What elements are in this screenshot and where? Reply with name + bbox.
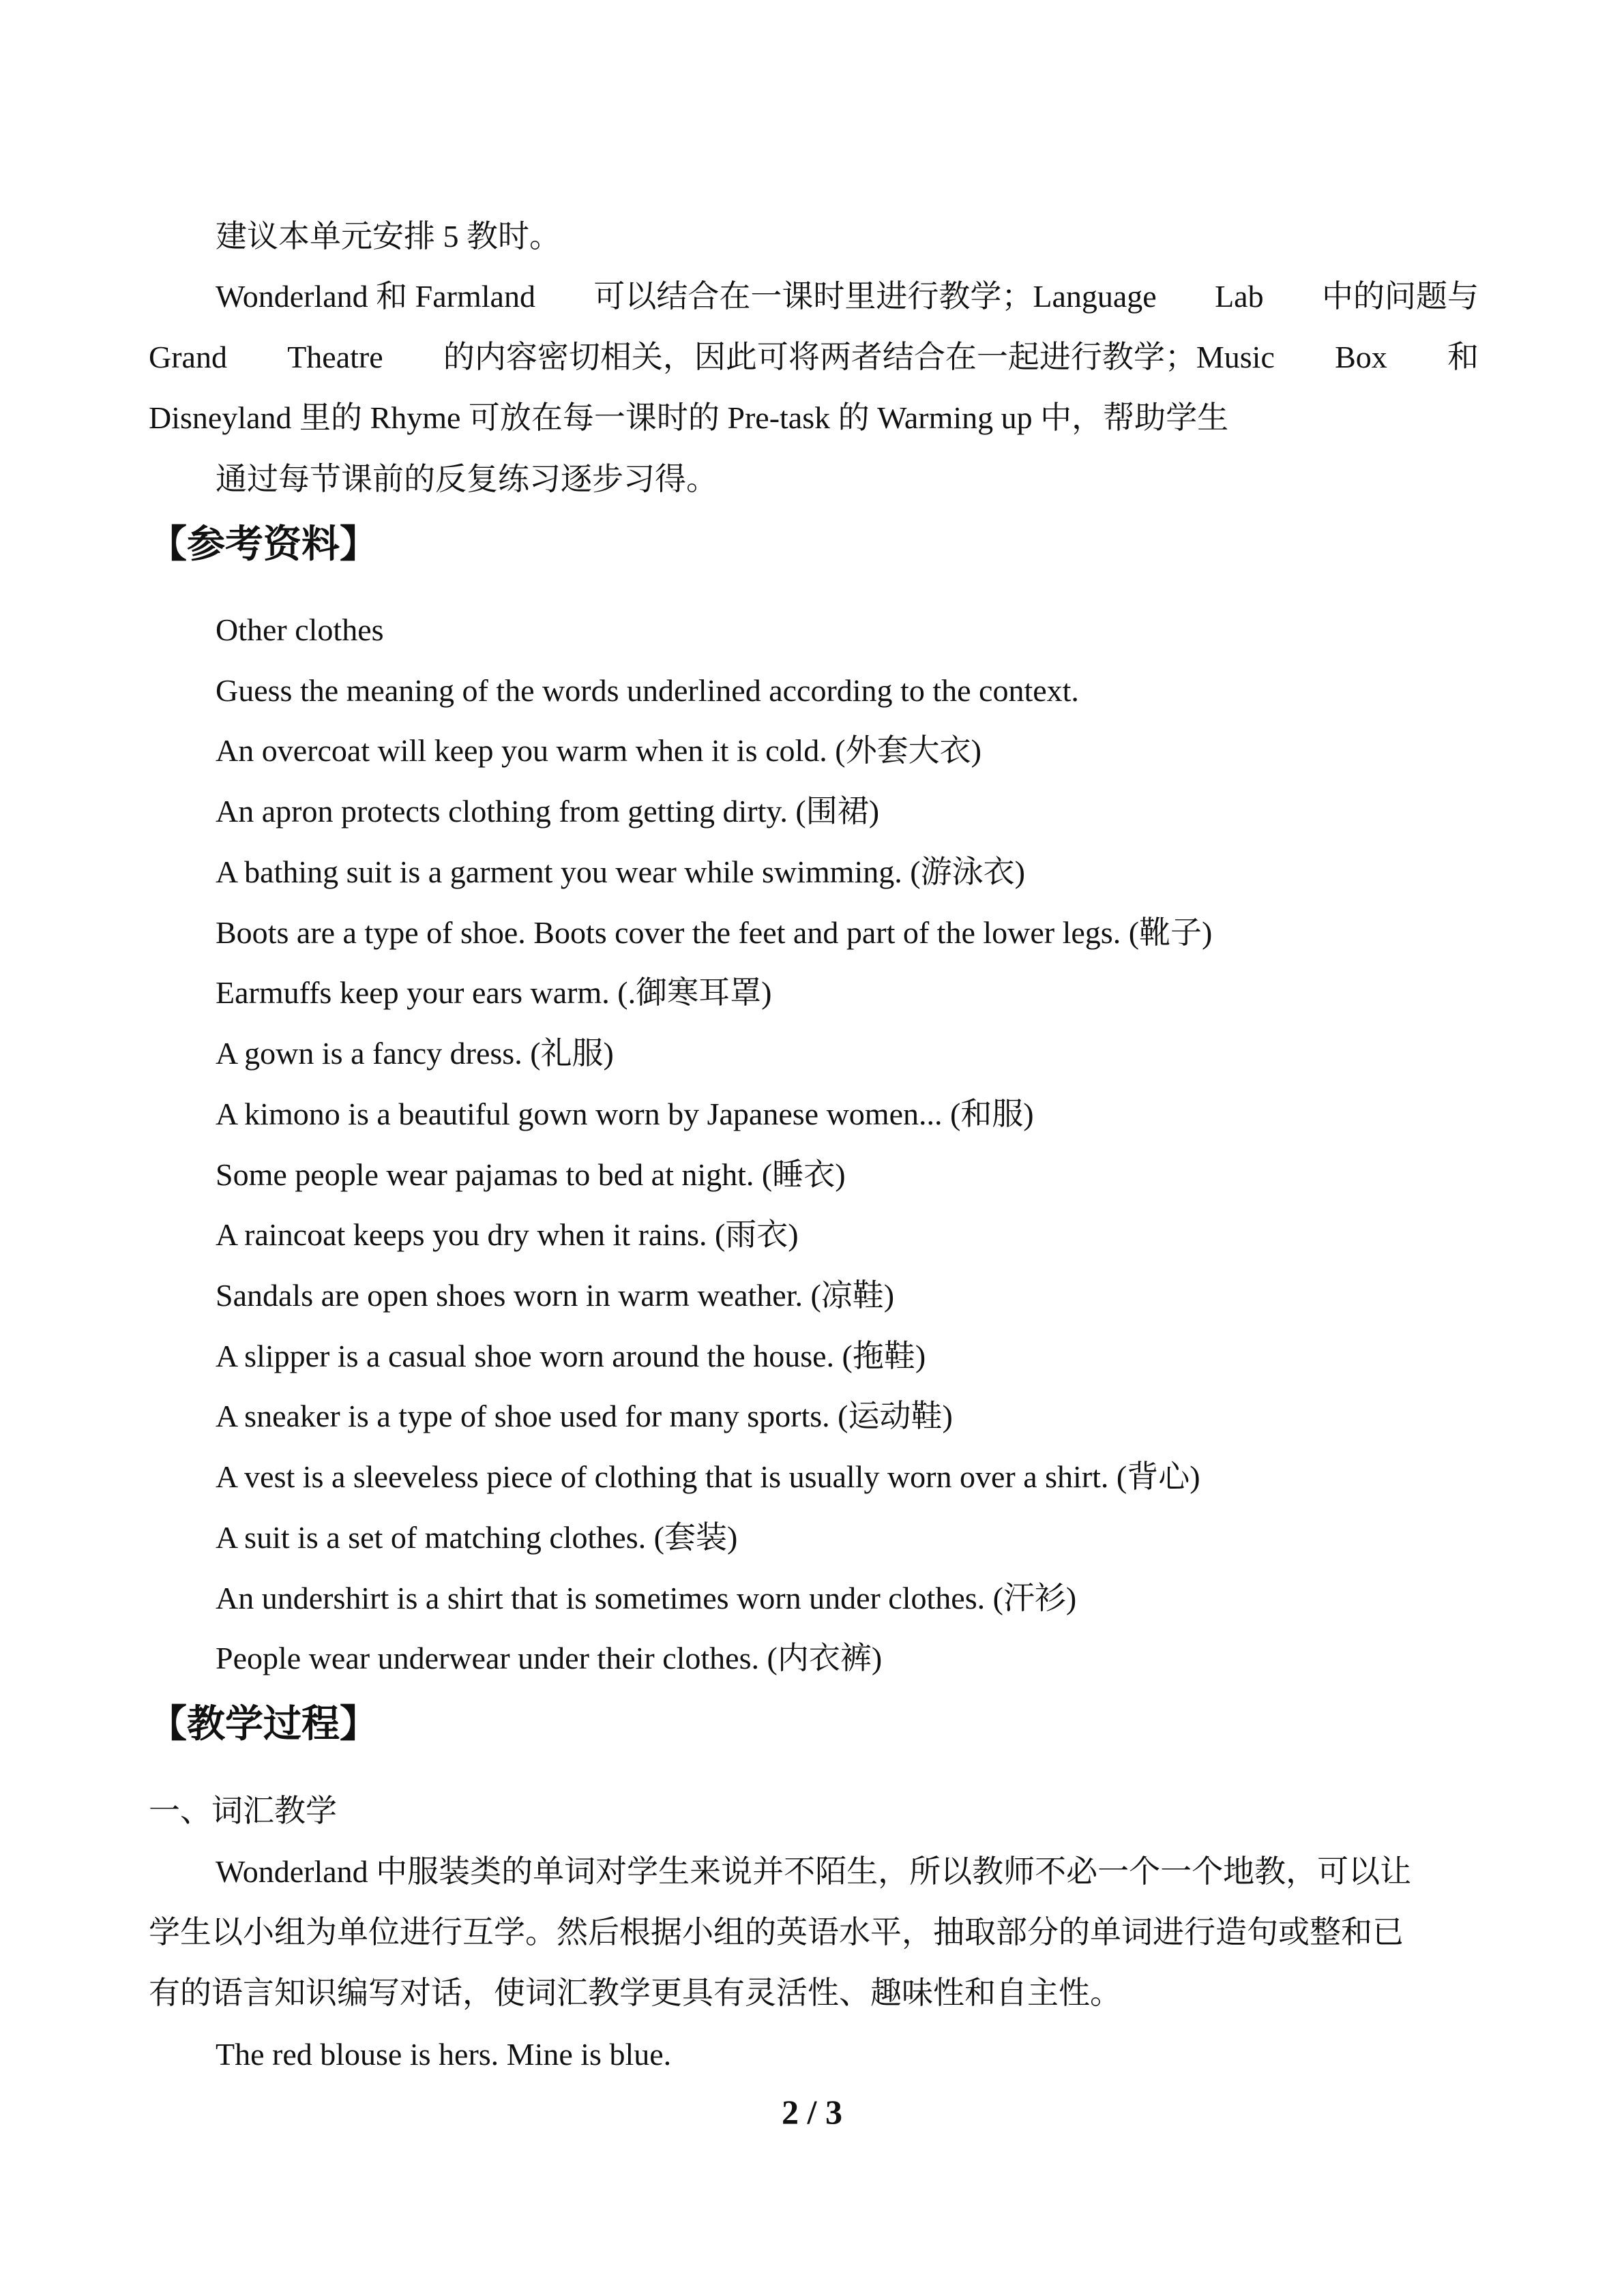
intro-line-3-part-4: Box — [1335, 340, 1387, 374]
process-paragraph-line-2: 学生以小组为单位进行互学。然后根据小组的英语水平，抽取部分的单词进行造句或整和已 — [149, 1915, 1404, 1950]
intro-line-2-part-2: 可以结合在一课时里进行教学；Language — [593, 279, 1157, 314]
reference-heading: 【参考资料】 — [149, 524, 378, 566]
reference-line: Some people wear pajamas to bed at night. (睡衣) — [216, 1157, 846, 1192]
reference-line: A raincoat keeps you dry when it rains. (雨衣) — [216, 1217, 799, 1252]
reference-line: A sneaker is a type of shoe used for many sports. (运动鞋) — [216, 1399, 953, 1433]
intro-line-3-part-5: 和 — [1447, 340, 1479, 374]
vocabulary-subheading: 一、词汇教学 — [149, 1793, 337, 1828]
intro-line-2-part-4: 中的问题与 — [1321, 279, 1479, 314]
reference-line: Sandals are open shoes worn in warm weather. (凉鞋) — [216, 1278, 895, 1313]
process-heading: 【教学过程】 — [149, 1703, 378, 1746]
reference-line: A suit is a set of matching clothes. (套装) — [216, 1520, 738, 1555]
reference-line: Other clothes — [216, 612, 384, 647]
reference-line: An undershirt is a shirt that is sometimes worn under clothes. (汗衫) — [216, 1581, 1077, 1615]
intro-line-5: 通过每节课前的反复练习逐步习得。 — [216, 462, 718, 496]
intro-line-2-part-1: Wonderland 和 Farmland — [216, 279, 535, 314]
reference-line: Earmuffs keep your ears warm. (.御寒耳罩) — [216, 975, 772, 1010]
reference-line: People wear underwear under their clothes. (内衣裤) — [216, 1641, 883, 1675]
reference-line: A bathing suit is a garment you wear while swimming. (游泳衣) — [216, 854, 1025, 889]
intro-line-1: 建议本单元安排 5 教时。 — [216, 219, 561, 254]
reference-line: A vest is a sleeveless piece of clothing that is usually worn over a shirt. (背心) — [216, 1459, 1200, 1494]
reference-line: Boots are a type of shoe. Boots cover the feet and part of the lower legs. (靴子) — [216, 915, 1213, 950]
intro-line-2-part-3: Lab — [1215, 279, 1264, 314]
intro-line-3-part-3: 的内容密切相关，因此可将两者结合在一起进行教学；Music — [443, 340, 1275, 374]
reference-line: An apron protects clothing from getting dirty. (围裙) — [216, 794, 880, 829]
example-sentence: The red blouse is hers. Mine is blue. — [216, 2037, 672, 2072]
reference-line: A slipper is a casual shoe worn around the house. (拖鞋) — [216, 1339, 926, 1373]
intro-line-2 — [216, 276, 1479, 317]
reference-line: An overcoat will keep you warm when it is cold. (外套大衣) — [216, 733, 981, 768]
process-paragraph-line-3: 有的语言知识编写对话，使词汇教学更具有灵活性、趣味性和自主性。 — [149, 1976, 1121, 2010]
intro-line-3 — [149, 337, 1479, 378]
process-paragraph-line-1: Wonderland 中服装类的单词对学生来说并不陌生，所以教师不必一个一个地教，可以让 — [216, 1854, 1412, 1889]
reference-line: A gown is a fancy dress. (礼服) — [216, 1036, 614, 1071]
reference-line: Guess the meaning of the words underlined according to the context. — [216, 673, 1079, 708]
reference-line: A kimono is a beautiful gown worn by Japanese women... (和服) — [216, 1097, 1034, 1131]
page-number: 2 / 3 — [782, 2093, 842, 2131]
intro-line-3-part-1: Grand — [149, 340, 227, 374]
intro-line-3-part-2: Theatre — [287, 340, 383, 374]
intro-line-4: Disneyland 里的 Rhyme 可放在每一课时的 Pre-task 的 Warming up 中，帮助学生 — [149, 400, 1229, 435]
